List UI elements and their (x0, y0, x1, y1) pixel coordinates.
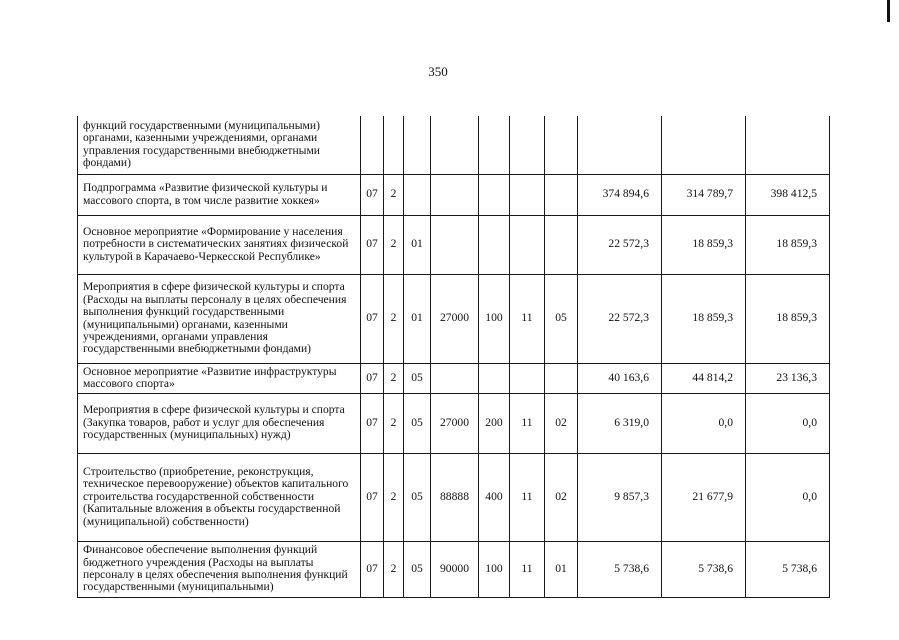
direction-code (431, 116, 479, 174)
table-row (78, 116, 830, 174)
amount-year-2: 0,0 (662, 393, 746, 453)
section-code: 07 (361, 274, 384, 363)
amount-year-3: 18 859,3 (746, 274, 830, 363)
amount-year-2: 5 738,6 (662, 541, 746, 597)
subprogram-code: 01 (404, 274, 431, 363)
table-row (78, 541, 830, 597)
amount-year-2: 18 859,3 (662, 215, 746, 274)
amount-year-1: 5 738,6 (578, 541, 662, 597)
scan-edge-mark (887, 0, 890, 22)
subdivision-code (545, 363, 578, 393)
direction-code (431, 215, 479, 274)
subprogram-code: 05 (404, 453, 431, 541)
program-code: 2 (384, 393, 404, 453)
section-code: 07 (361, 174, 384, 215)
row-description: Основное мероприятие «Развитие инфраструктуры массового спорта» (78, 363, 361, 393)
subprogram-code (404, 174, 431, 215)
amount-year-3: 0,0 (746, 453, 830, 541)
row-description: Подпрограмма «Развитие физической культуры и массового спорта, в том числе развитие хоккея» (78, 174, 361, 215)
amount-year-2 (662, 116, 746, 174)
expense-type-code: 100 (479, 541, 510, 597)
division-code (510, 215, 545, 274)
amount-year-1: 22 572,3 (578, 215, 662, 274)
expense-type-code (479, 174, 510, 215)
direction-code: 88888 (431, 453, 479, 541)
amount-year-3: 23 136,3 (746, 363, 830, 393)
subdivision-code: 05 (545, 274, 578, 363)
subdivision-code: 02 (545, 453, 578, 541)
amount-year-3: 398 412,5 (746, 174, 830, 215)
program-code: 2 (384, 215, 404, 274)
section-code: 07 (361, 541, 384, 597)
table-row (78, 215, 830, 274)
amount-year-2: 314 789,7 (662, 174, 746, 215)
amount-year-1 (578, 116, 662, 174)
subprogram-code (404, 116, 431, 174)
row-description: Основное мероприятие «Формирование у населения потребности в систематических занятиях физической культурой в Карачаево-Черкесской Республике» (78, 215, 361, 274)
section-code: 07 (361, 393, 384, 453)
expense-type-code: 100 (479, 274, 510, 363)
table-row (78, 393, 830, 453)
direction-code: 90000 (431, 541, 479, 597)
amount-year-1: 6 319,0 (578, 393, 662, 453)
expense-type-code (479, 363, 510, 393)
subdivision-code: 02 (545, 393, 578, 453)
program-code: 2 (384, 453, 404, 541)
subprogram-code: 05 (404, 393, 431, 453)
table-row (78, 174, 830, 215)
row-description: Финансовое обеспечение выполнения функций бюджетного учреждения (Расходы на выплаты персоналу в целях обеспечения выполнения функций государственными (муниципальными) (78, 541, 361, 597)
amount-year-1: 374 894,6 (578, 174, 662, 215)
amount-year-3: 18 859,3 (746, 215, 830, 274)
program-code (384, 116, 404, 174)
division-code (510, 174, 545, 215)
program-code: 2 (384, 363, 404, 393)
direction-code: 27000 (431, 393, 479, 453)
expense-type-code (479, 116, 510, 174)
subprogram-code: 05 (404, 541, 431, 597)
amount-year-1: 22 572,3 (578, 274, 662, 363)
division-code (510, 116, 545, 174)
division-code: 11 (510, 393, 545, 453)
program-code: 2 (384, 274, 404, 363)
direction-code: 27000 (431, 274, 479, 363)
amount-year-3: 5 738,6 (746, 541, 830, 597)
division-code: 11 (510, 274, 545, 363)
row-description: Строительство (приобретение, реконструкция, техническое перевооружение) объектов капитального строительства государственной собственности (Капитальные вложения в объекты государственной (муниципальной) собственности) (78, 453, 361, 541)
expense-type-code: 200 (479, 393, 510, 453)
expense-type-code (479, 215, 510, 274)
amount-year-2: 44 814,2 (662, 363, 746, 393)
division-code: 11 (510, 541, 545, 597)
program-code: 2 (384, 174, 404, 215)
page-number: 350 (428, 64, 448, 79)
section-code: 07 (361, 215, 384, 274)
section-code: 07 (361, 453, 384, 541)
amount-year-1: 40 163,6 (578, 363, 662, 393)
table-row (78, 363, 830, 393)
expense-type-code: 400 (479, 453, 510, 541)
budget-table (77, 116, 830, 598)
amount-year-3 (746, 116, 830, 174)
table-row (78, 453, 830, 541)
section-code (361, 116, 384, 174)
table-row (78, 274, 830, 363)
row-description: функций государственными (муниципальными) органами, казенными учреждениями, органами управления государственными внебюджетными фондами) (78, 116, 361, 174)
section-code: 07 (361, 363, 384, 393)
subprogram-code: 01 (404, 215, 431, 274)
direction-code (431, 363, 479, 393)
division-code (510, 363, 545, 393)
division-code: 11 (510, 453, 545, 541)
row-description: Мероприятия в сфере физической культуры и спорта (Закупка товаров, работ и услуг для обеспечения государственных (муниципальных) нужд) (78, 393, 361, 453)
direction-code (431, 174, 479, 215)
subdivision-code (545, 215, 578, 274)
row-description: Мероприятия в сфере физической культуры и спорта (Расходы на выплаты персоналу в целях обеспечения выполнения функций государственными (муниципальными) органами, казенными учреждениями, органами управления государственными внебюджетными фондами) (78, 274, 361, 363)
amount-year-1: 9 857,3 (578, 453, 662, 541)
amount-year-3: 0,0 (746, 393, 830, 453)
subdivision-code: 01 (545, 541, 578, 597)
subdivision-code (545, 174, 578, 215)
subdivision-code (545, 116, 578, 174)
amount-year-2: 18 859,3 (662, 274, 746, 363)
program-code: 2 (384, 541, 404, 597)
amount-year-2: 21 677,9 (662, 453, 746, 541)
subprogram-code: 05 (404, 363, 431, 393)
budget-table-body (78, 116, 830, 597)
